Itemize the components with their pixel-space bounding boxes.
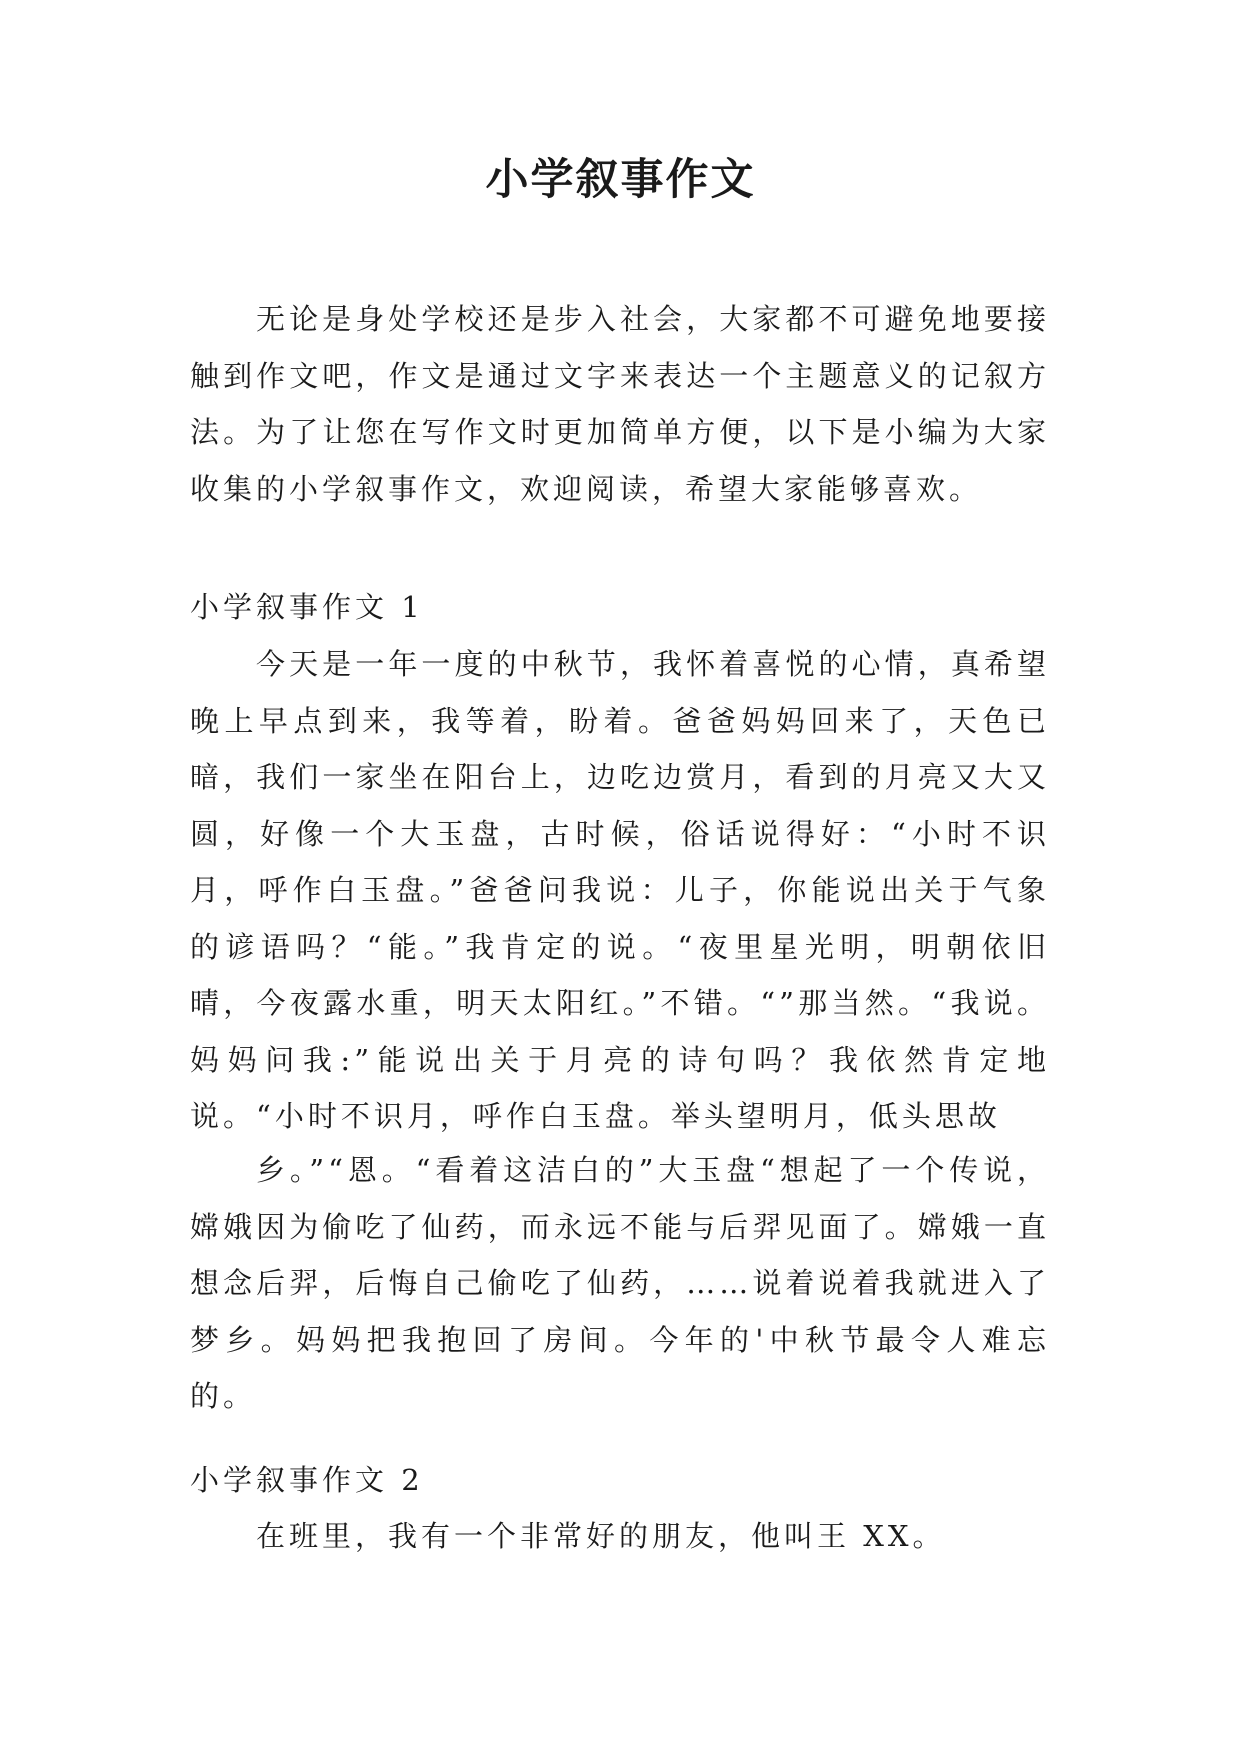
intro-paragraph: 无论是身处学校还是步入社会，大家都不可避免地要接触到作文吧，作文是通过文字来表达一个主题意义的记叙方法。为了让您在写作文时更加简单方便，以下是小编为大家收集的小学叙事作文，欢迎阅读，希望大家能够喜欢。 — [190, 302, 1050, 506]
section-heading-1: 小学叙事作文 1 — [190, 590, 424, 624]
section-1-paragraph-2: 乡。”“恩。“看着这洁白的”大玉盘“想起了一个传说，嫦娥因为偷吃了仙药，而永远不能与后羿见面了。嫦娥一直想念后羿，后悔自己偷吃了仙药，……说着说着我就进入了梦乡。妈妈把我抱回了房间。今年的'中秋节最令人难忘的。 — [190, 1153, 1050, 1413]
section-heading-2: 小学叙事作文 2 — [190, 1463, 424, 1497]
section-2-paragraph-1: 在班里，我有一个非常好的朋友，他叫王 XX。 — [256, 1519, 946, 1553]
section-1-paragraph-1: 今天是一年一度的中秋节，我怀着喜悦的心情，真希望晚上早点到来，我等着，盼着。爸爸妈妈回来了，天色已暗，我们一家坐在阳台上，边吃边赏月，看到的月亮又大又圆，好像一个大玉盘，古时候，俗话说得好：“小时不识月，呼作白玉盘。”爸爸问我说：儿子，你能说出关于气象的谚语吗？“能。”我肯定的说。“夜里星光明，明朝依旧晴，今夜露水重，明天太阳红。”不错。“”那当然。“我说。妈妈问我:”能说出关于月亮的诗句吗？我依然肯定地说。“小时不识月，呼作白玉盘。举头望明月，低头思故 — [190, 647, 1050, 1133]
document-title: 小学叙事作文 — [485, 155, 756, 205]
